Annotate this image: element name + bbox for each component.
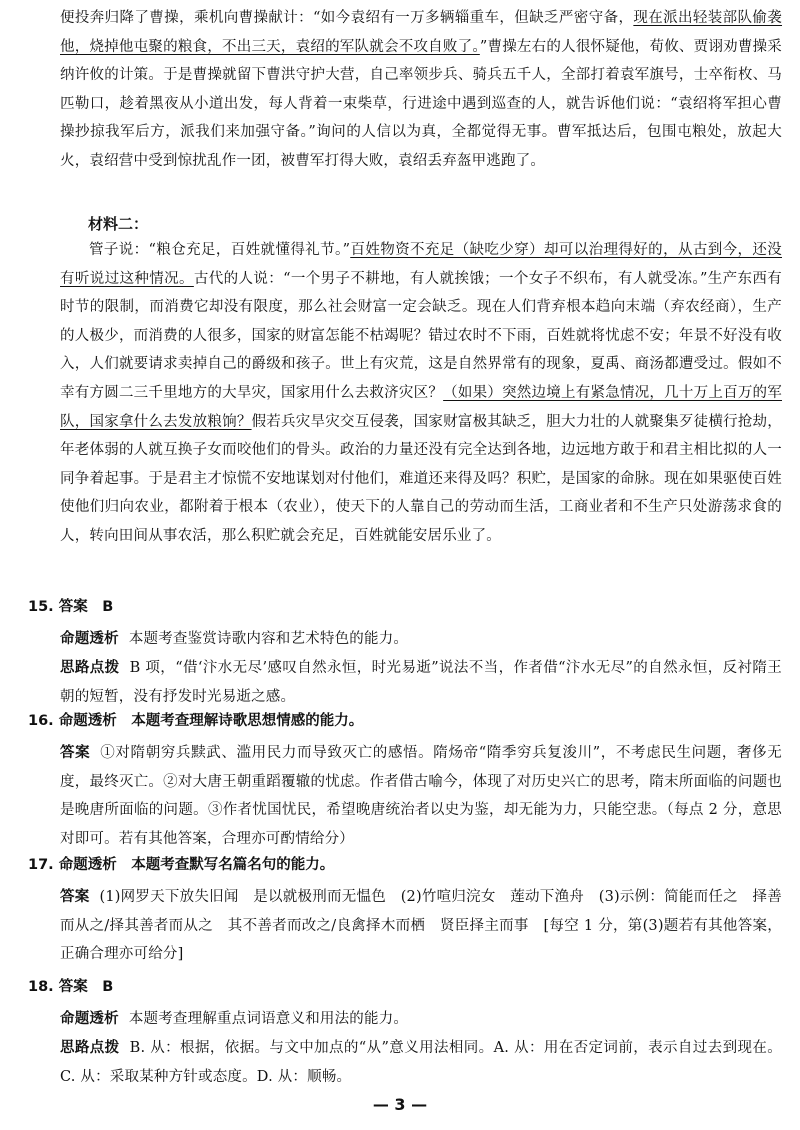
material-one-ending xyxy=(60,4,782,176)
hint-label: 思路点拨 xyxy=(60,1040,120,1056)
answer-text: (1)网罗天下放失旧闻 是以就极刑而无愠色 (2)竹喧归浣女 莲动下渔舟 (3)示例：简能而任之 择善而从之/择其善者而从之 其不善者而改之/良禽择木而栖 贤臣择主而事 [每空 1 分，第(3)题若有其他答案，正确合理亦可给分] xyxy=(60,889,782,963)
material-two-sentence: 管子说：“粮仓充足，百姓就懂得礼节。” xyxy=(89,242,351,258)
intent-label: 命题透析 xyxy=(60,631,119,647)
question-18-intent xyxy=(60,1005,782,1034)
underlined-sentence: （如果）突然边境上有紧急情况，几十万上百万的军队，国家拿什么去发放粮饷？ xyxy=(60,384,782,430)
question-15-answer: 15. 答案 B xyxy=(28,599,114,615)
hint-text: B. 从：根据，依据。与文中加点的“从”意义用法相同。A. 从：用在否定词前，表示自过去到现在。C. 从：采取某种方针或态度。D. 从：顺畅。 xyxy=(60,1040,782,1085)
material-one-sentence: 便投奔归降了曹操，乘机向曹操献计：“如今袁绍有一万多辆辎重车，但缺乏严密守备， xyxy=(60,10,634,26)
question-15-hint xyxy=(60,654,782,711)
material-two-body xyxy=(60,236,782,551)
material-two-sentence: 假若兵灾旱灾交互侵袭，国家财富极其缺乏，胆大力壮的人就聚集歹徒横行抢劫，年老体弱的人就互换子女而咬他们的骨头。政治的力量还没有完全达到各地，边远地方敢于和君主相比拟的人一同争着起事。于是君主才惊慌不安地谋划对付他们，难道还来得及吗？积贮，是国家的命脉。现在如果驱使百姓使他们归向农业，都附着于根本（农业），使天下的人靠自己的劳动而生活，工商业者和不生产只处游荡求食的人，转向田间从事农活，那么积贮就会充足，百姓就能安居乐业了。 xyxy=(60,413,782,544)
answer-text: ①对隋朝穷兵黩武、滥用民力而导致灭亡的感悟。隋炀帝“隋季穷兵复浚川”，不考虑民生问题，奢侈无度，最终灭亡。②对大唐王朝重蹈覆辙的忧虑。作者借古喻今，体现了对历史兴亡的思考，隋末所面临的问题也是晚唐所面临的问题。③作者忧国忧民，希望晚唐统治者以史为鉴，却无能为力，只能空悲。（每点 2 分，意思对即可。若有其他答案，合理亦可酌情给分） xyxy=(60,745,782,847)
question-16-answer xyxy=(60,739,782,853)
hint-text: B 项，“借‘汴水无尽’感叹自然永恒，时光易逝”说法不当，作者借“汴水无尽”的自然永恒，反衬隋王朝的短暂，没有抒发时光易逝之感。 xyxy=(60,660,782,705)
question-17-answer xyxy=(60,883,782,969)
answer-label: 答案 xyxy=(60,889,90,905)
underlined-sentence: 百姓物资不充足（缺吃少穿）却可以治理得好的，从古到今，还没有听说过这种情况。 xyxy=(60,242,782,287)
intent-label: 命题透析 xyxy=(60,1011,119,1027)
intent-text: 本题考查鉴赏诗歌内容和艺术特色的能力。 xyxy=(128,631,409,647)
question-18-answer: 18. 答案 B xyxy=(28,979,114,995)
page-number: — 3 — xyxy=(372,1095,428,1114)
material-two-sentence: 古代的人说：“一个男子不耕地，有人就挨饿；一个女子不织布，有人就受冻。”生产东西有时节的限制，而消费它却没有限度，那么社会财富一定会缺乏。现在人们背弃根本趋向末端（弃农经商），生产的人极少，而消费的人很多，国家的财富怎能不枯竭呢？错过农时不下雨，百姓就将忧虑不安；年景不好没有收入，人们就要请求卖掉自己的爵级和孩子。世上有灾荒，这是自然界常有的现象，夏禹、商汤都遭受过。假如不幸有方圆二三千里地方的大旱灾，国家用什么去救济灾区？ xyxy=(60,270,782,401)
question-18-hint xyxy=(60,1034,782,1091)
material-one-sentence: ”曹操左右的人很怀疑他，荀攸、贾诩劝曹操采纳许攸的计策。于是曹操就留下曹洪守护大营，自己率领步兵、骑兵五千人，全部打着袁军旗号，士卒衔枚、马匹勒口，趁着黑夜从小道出发，每人背着一束柴草，行进途中遇到巡查的人，就告诉他们说：“袁绍将军担心曹操抄掠我军后方，派我们来加强守备。”询问的人信以为真，全都觉得无事。曹军抵达后，包围屯粮处，放起大火，袁绍营中受到惊扰乱作一团，被曹军打得大败，袁绍丢弃盔甲逃跑了。 xyxy=(60,38,782,169)
question-16-intent: 16. 命题透析 本题考查理解诗歌思想情感的能力。 xyxy=(28,713,364,729)
question-15-intent xyxy=(60,625,782,654)
hint-label: 思路点拨 xyxy=(60,660,120,676)
intent-text: 本题考查理解重点词语意义和用法的能力。 xyxy=(128,1011,409,1027)
material-two-heading: 材料二： xyxy=(88,215,149,233)
answer-label: 答案 xyxy=(60,745,91,761)
underlined-sentence: 现在派出轻装部队偷袭他，烧掉他屯聚的粮食，不出三天，袁绍的军队就会不攻自败了。 xyxy=(60,10,783,55)
question-17-intent: 17. 命题透析 本题考查默写名篇名句的能力。 xyxy=(28,857,335,873)
